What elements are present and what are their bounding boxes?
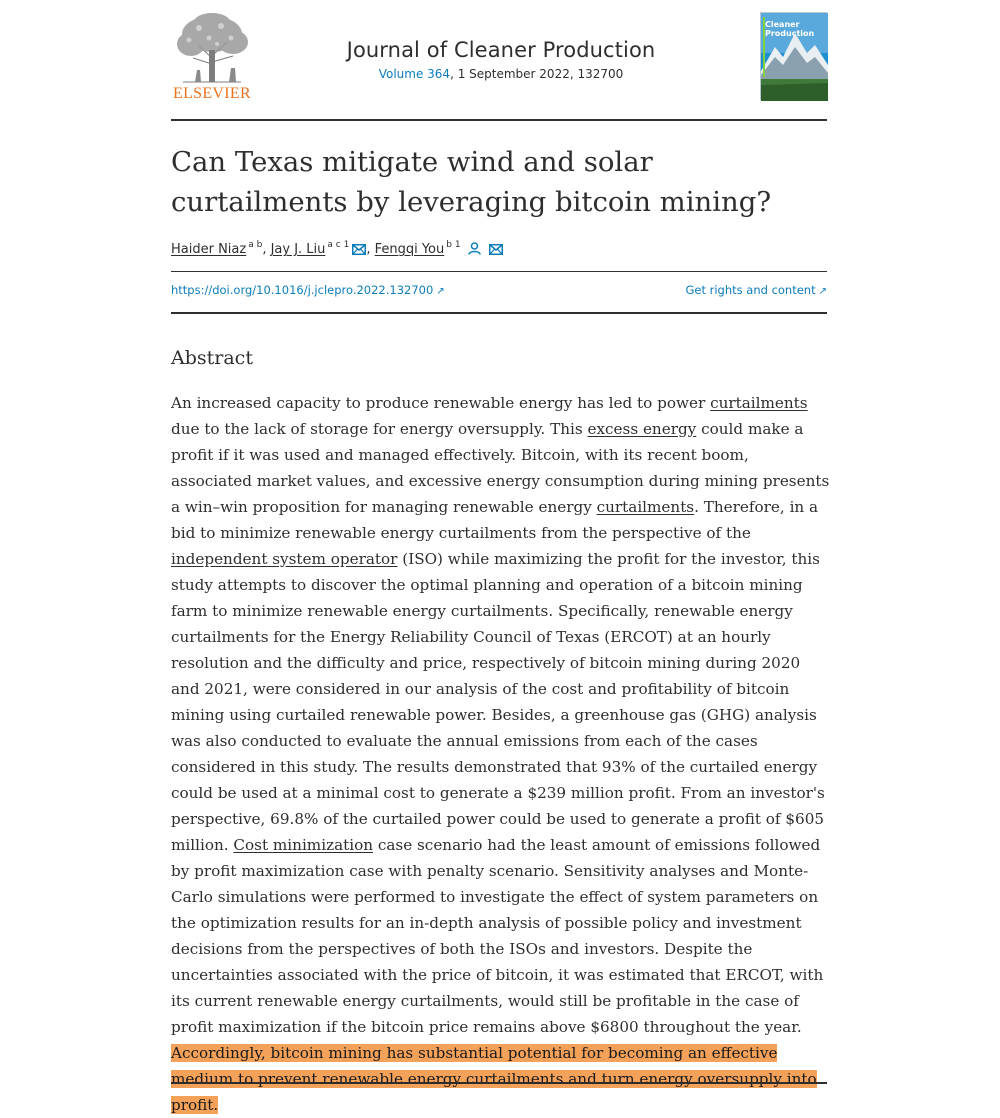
header-divider <box>171 119 827 121</box>
get-rights-link[interactable]: Get rights and content ↗ <box>685 283 827 297</box>
abstract-heading: Abstract <box>171 347 253 369</box>
term-link-independent-system-operator[interactable]: independent system operator <box>171 550 398 568</box>
cover-title: Cleaner Production <box>765 20 815 38</box>
envelope-icon[interactable] <box>489 244 503 255</box>
journal-info <box>311 38 691 81</box>
journal-meta <box>311 67 691 81</box>
envelope-icon[interactable] <box>352 244 366 255</box>
abstract-divider <box>171 1082 827 1084</box>
issue-meta: , 1 September 2022, 132700 <box>450 67 624 81</box>
term-link-curtailments[interactable]: curtailments <box>710 394 808 412</box>
external-link-icon: ↗ <box>436 286 445 297</box>
highlighted-conclusion: Accordingly, bitcoin mining has substantial potential for becoming an effective medium to prevent renewable energy curtailments and turn energy oversupply into profit. <box>171 1044 817 1114</box>
article-page <box>171 0 830 1114</box>
publisher-name: ELSEVIER <box>173 85 251 102</box>
abstract-text: An increased capacity to produce renewable energy has led to power curtailments due to the lack of storage for energy oversupply. This excess energy could make a profit if it was used and managed effectively. Bitcoin, with its recent boom, associated market values, and excessive energy consumption during mining presents a win–win proposition for managing renewable energy curtailments. Therefore, in a bid to minimize renewable energy curtailments from the perspective of the independent system operator (ISO) while maximizing the profit for the investor, this study attempts to discover the optimal planning and operation of a bitcoin mining farm to minimize renewable energy curtailments. Specifically, renewable energy curtailments for the Energy Reliability Council of Texas (ERCOT) at an hourly resolution and the difficulty and price, respectively of bitcoin mining during 2020 and 2021, were considered in our analysis of the cost and profitability of bitcoin mining using curtailed renewable power. Besides, a greenhouse gas (GHG) analysis was also conducted to evaluate the annual emissions from each of the cases considered in this study. The results demonstrated that 93% of the curtailed energy could be used at a minimal cost to generate a $239 million profit. From an investor's perspective, 69.8% of the curtailed power could be used to generate a profit of $605 million. Cost minimization case scenario had the least amount of emissions followed by profit maximization case with penalty scenario. Sensitivity analyses and Monte-Carlo simulations were performed to investigate the effect of system parameters on the optimization results for an in-depth analysis of possible policy and investment decisions from the perspectives of both the ISOs and investors. Despite the uncertainties associated with the price of bitcoin, it was estimated that ERCOT, with its current renewable energy curtailments, would still be profitable in the case of profit maximization if the bitcoin price remains above $6800 throughout the year. Accordingly, bitcoin mining has substantial potential for becoming an effective medium to prevent renewable energy curtailments and turn energy oversupply into profit. <box>171 394 830 1114</box>
term-link-cost-minimization[interactable]: Cost minimization <box>233 836 374 854</box>
volume-link[interactable]: Volume 364 <box>378 67 451 81</box>
term-link-excess-energy[interactable]: excess energy <box>587 420 697 438</box>
journal-cover-thumbnail[interactable] <box>760 12 827 100</box>
author-fengqi-you[interactable]: Fengqi You $^{b 1}$ <box>374 240 461 257</box>
author-list: Haider Niaz $^{a b}$, Jay J. Liu $^{a c 1}$ , Fengqi You $^{b 1}$ <box>171 240 503 257</box>
external-link-icon: ↗ <box>818 286 827 297</box>
article-title: Can Texas mitigate wind and solar curtailments by leveraging bitcoin mining? <box>171 146 772 218</box>
meta-divider-top <box>171 271 827 272</box>
elsevier-tree-icon <box>173 12 251 84</box>
person-icon[interactable] <box>468 242 481 255</box>
doi-link[interactable]: https://doi.org/10.1016/j.jclepro.2022.132700 ↗ <box>171 283 445 297</box>
journal-header <box>171 0 827 120</box>
elsevier-logo[interactable] <box>171 12 253 102</box>
meta-divider-bottom <box>171 312 827 314</box>
author-jay-liu[interactable]: Jay J. Liu $^{a c 1}$ <box>270 240 350 257</box>
author-haider-niaz[interactable]: Haider Niaz $^{a b}$ <box>171 240 263 257</box>
term-link-curtailments[interactable]: curtailments <box>596 498 695 516</box>
journal-title[interactable]: Journal of Cleaner Production <box>346 38 656 62</box>
